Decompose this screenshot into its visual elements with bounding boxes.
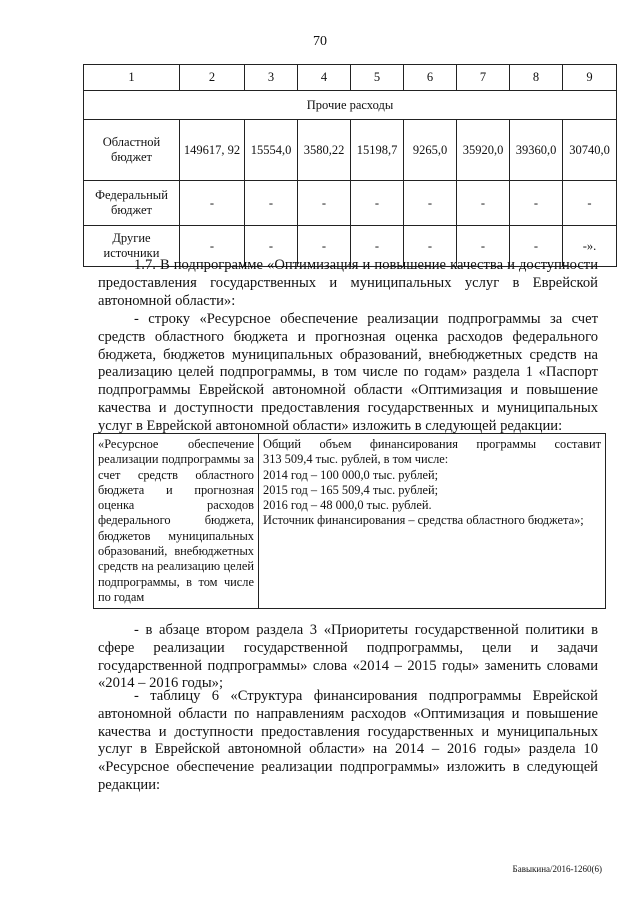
table-cell: 15554,0 <box>245 120 298 181</box>
column-header: 3 <box>245 65 298 91</box>
column-header: 8 <box>510 65 563 91</box>
paragraph-subprogram-intro: 1.7. В подпрограмме «Оптимизация и повышение качества и доступности предоставления государственных и муниципальных услуг в Еврейской автономной области»: <box>98 257 598 309</box>
column-header: 4 <box>298 65 351 91</box>
paragraph-table6: - таблицу 6 «Структура финансирования подпрограммы Еврейской автономной области по направлениям расходов «Оптимизация и повышение качества и доступности предоставления государственных и муниципальных услуг в Еврейской автономной области» на 2014 – 2016 годы» раздела 10 «Ресурсное обеспечение реализации подпрограммы» изложить в следующей редакции: <box>98 688 598 793</box>
passport-line: 2015 год – 165 509,4 тыс. рублей; <box>263 482 439 497</box>
passport-line: 2014 год – 100 000,0 тыс. рублей; <box>263 467 439 482</box>
table-cell: 35920,0 <box>457 120 510 181</box>
row-label: Областной бюджет <box>84 120 180 181</box>
table-cell: - <box>351 226 404 267</box>
table-section-row <box>84 91 617 120</box>
column-header: 5 <box>351 65 404 91</box>
table-cell: - <box>180 226 245 267</box>
passport-line: 313 509,4 тыс. рублей, в том числе: <box>263 452 449 467</box>
column-header: 7 <box>457 65 510 91</box>
table-cell: - <box>180 181 245 226</box>
row-label: Федеральный бюджет <box>84 181 180 226</box>
column-header: 9 <box>563 65 617 91</box>
table-cell: 30740,0 <box>563 120 617 181</box>
table-cell: - <box>298 181 351 226</box>
table-cell: - <box>298 226 351 267</box>
table-cell: - <box>457 226 510 267</box>
paragraph-resource-row: - строку «Ресурсное обеспечение реализации подпрограммы за счет средств областного бюджета и прогнозная оценка расходов федерального бюджета, бюджетов муниципальных образований, внебюджетных средств на реализацию целей подпрограммы, в том числе по годам» раздела 1 «Паспорт подпрограммы Еврейской автономной области «Оптимизация и повышение качества и доступности предоставления государственных и муниципальных услуг в Еврейской автономной области» изложить в следующей редакции: <box>98 311 598 434</box>
financing-table <box>83 64 617 267</box>
table-cell: - <box>404 181 457 226</box>
table-cell: 149617, 92 <box>180 120 245 181</box>
table-cell: - <box>351 181 404 226</box>
passport-row-value <box>259 434 606 609</box>
column-header: 6 <box>404 65 457 91</box>
table-cell: 3580,22 <box>298 120 351 181</box>
table-cell: 15198,7 <box>351 120 404 181</box>
table-cell: - <box>404 226 457 267</box>
table-row <box>84 181 617 226</box>
table-cell: - <box>245 181 298 226</box>
table-row <box>94 434 606 609</box>
paragraph-section3: - в абзаце втором раздела 3 «Приоритеты государственной политики в сфере реализации государственной подпрограммы, цели и задачи государственной подпрограммы» слова «2014 – 2015 годы» заменить словами «2014 – 2016 годы»; <box>98 622 598 692</box>
table-cell: - <box>510 226 563 267</box>
table-cell: 39360,0 <box>510 120 563 181</box>
passport-line: 2016 год – 48 000,0 тыс. рублей. <box>263 498 432 513</box>
table-cell: - <box>245 226 298 267</box>
passport-line: Общий объем финансирования программы составит <box>263 437 601 451</box>
table-cell: - <box>563 181 617 226</box>
column-header: 2 <box>180 65 245 91</box>
column-header: 1 <box>84 65 180 91</box>
passport-table <box>93 433 606 609</box>
table-row <box>84 120 617 181</box>
table-cell: - <box>510 181 563 226</box>
section-title: Прочие расходы <box>84 91 617 120</box>
table-cell: -». <box>563 226 617 267</box>
table-cell: - <box>457 181 510 226</box>
table-header-row <box>84 65 617 91</box>
passport-row-label: «Ресурсное обеспечение реализации подпрограммы за счет средств областного бюджета и прогнозная оценка расходов федерального бюджета, бюджетов муниципальных образований, внебюджетных средств на реализацию целей подпрограммы, в том числе по годам <box>94 434 259 609</box>
page-number: 70 <box>313 34 327 49</box>
table-cell: 9265,0 <box>404 120 457 181</box>
footer-reference: Бавыкина/2016-1260(6) <box>512 864 602 874</box>
passport-line: Источник финансирования – средства областного бюджета»; <box>263 513 584 528</box>
row-label: Другие источники <box>84 226 180 267</box>
